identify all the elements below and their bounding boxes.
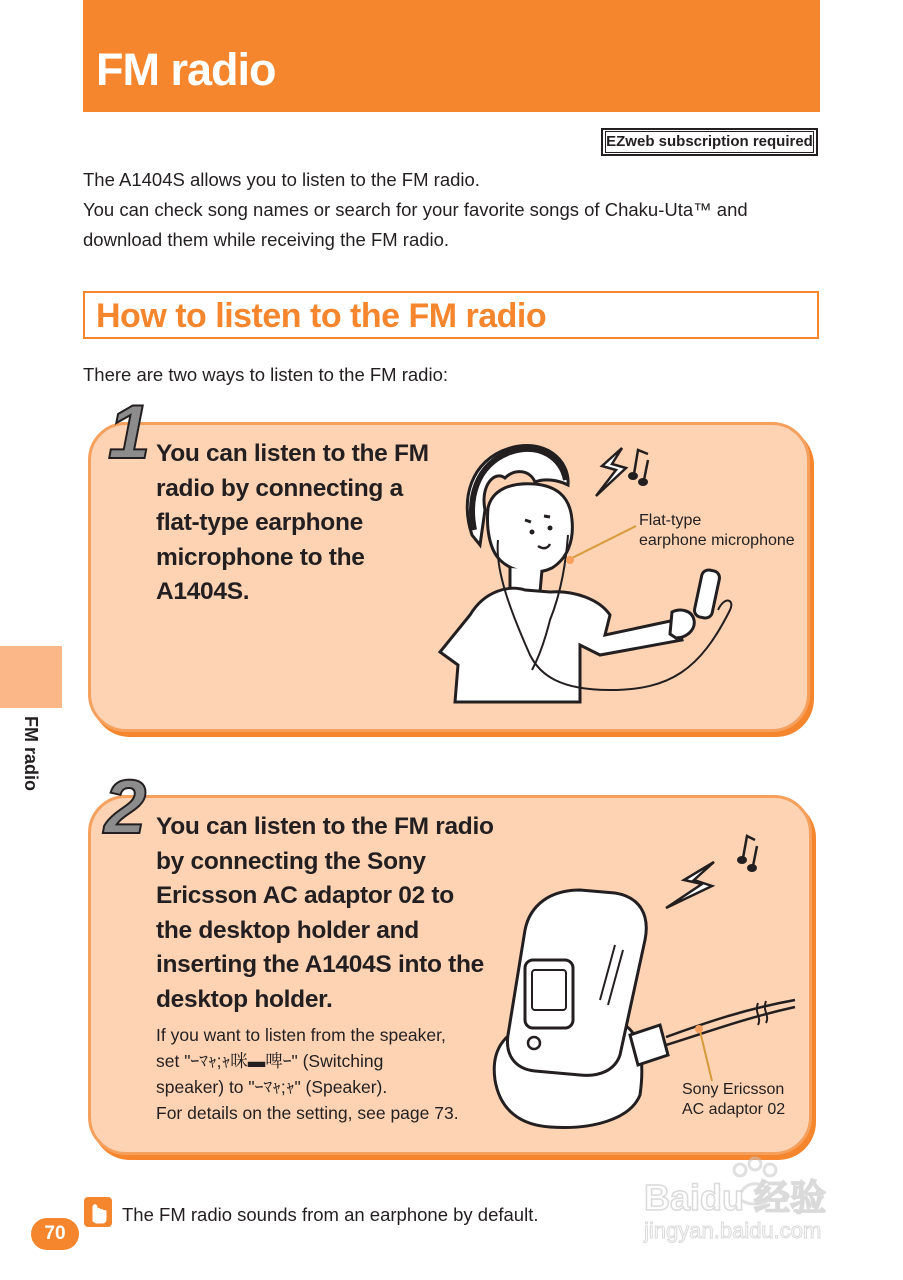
- music-notes-icon: [735, 832, 775, 882]
- sound-wave-icon: [664, 860, 724, 910]
- way-2-text: You can listen to the FM radio by connecting the Sony Ericsson AC adaptor 02 to the desktop holder and inserting the A1404S into the desktop holder.: [156, 813, 494, 1013]
- earphone-callout-line-1: Flat-type: [639, 512, 702, 529]
- intro-text: [83, 165, 813, 255]
- way-1-number: 1: [108, 390, 151, 475]
- earphone-callout: [639, 511, 795, 551]
- way-2-note-line-4: For details on the setting, see page 73.: [156, 1103, 459, 1123]
- ezweb-required-badge: [601, 128, 818, 156]
- watermark-brand: Baidu 经验: [644, 1177, 827, 1218]
- way-2-note: [156, 1022, 486, 1126]
- section-heading: How to listen to the FM radio: [96, 297, 547, 335]
- ac-adaptor-callout-line-2: AC adaptor 02: [682, 1101, 786, 1118]
- section-lead: There are two ways to listen to the FM radio:: [83, 364, 449, 385]
- page-number: 70: [31, 1218, 79, 1250]
- way-1-text: You can listen to the FM radio by connecting a flat-type earphone microphone to the A1404S.: [156, 440, 429, 605]
- footer-hint: The FM radio sounds from an earphone by default.: [122, 1204, 539, 1225]
- way-2-note-line-2: set "ｰﾏｬ;ｬ咪▬啤ｰ" (Switching: [156, 1051, 384, 1071]
- hand-pointer-icon: [84, 1197, 112, 1227]
- side-tab: [0, 646, 62, 708]
- earphone-user-illustration: [440, 440, 740, 702]
- way-2-note-line-3: speaker) to "ｰﾏｬ;ｬ" (Speaker).: [156, 1077, 388, 1097]
- ac-adaptor-callout-line-1: Sony Ericsson: [682, 1081, 785, 1098]
- title-bar: [83, 0, 820, 112]
- ac-adaptor-callout: [682, 1080, 785, 1120]
- music-notes-icon: [626, 446, 666, 496]
- watermark-url: jingyan.baidu.com: [644, 1218, 822, 1243]
- side-tab-label: FM radio: [21, 716, 41, 791]
- paw-logo-icon: [640, 1150, 850, 1245]
- intro-line-1: The A1404S allows you to listen to the FM radio.: [83, 169, 480, 190]
- way-2-number: 2: [104, 765, 147, 850]
- intro-line-2: You can check song names or search for your favorite songs of Chaku-Uta™ and download them while receiving the FM radio.: [83, 199, 748, 250]
- section-heading-box: [83, 291, 819, 339]
- way-2-note-line-1: If you want to listen from the speaker,: [156, 1025, 446, 1045]
- earphone-callout-line-2: earphone microphone: [639, 532, 795, 549]
- page-title: FM radio: [96, 44, 276, 95]
- ezweb-badge-label: EZweb subscription required: [605, 131, 814, 153]
